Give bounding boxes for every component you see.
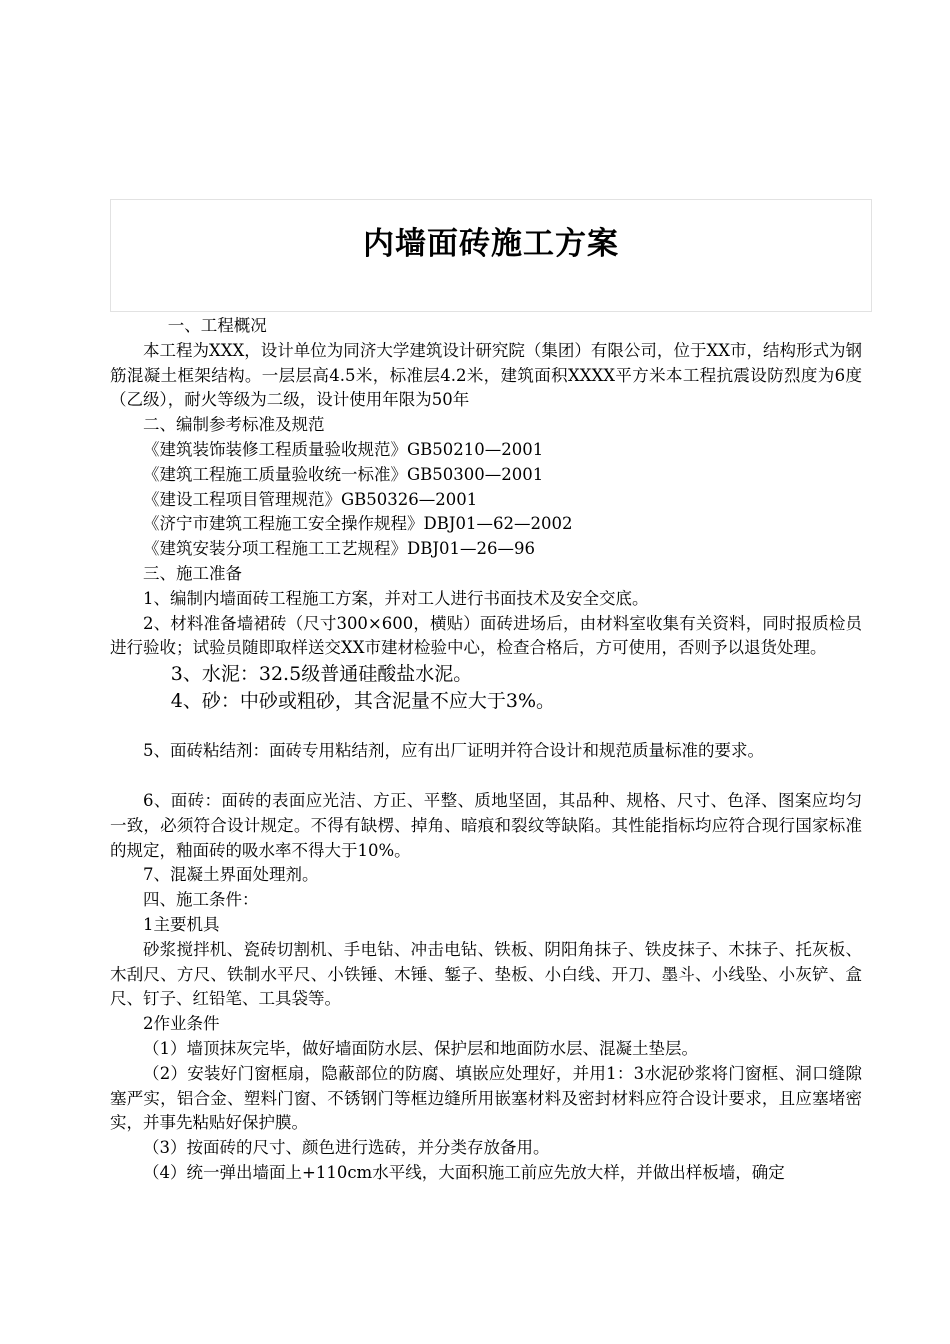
list-item: （4）统一弹出墙面上+110cm水平线，大面积施工前应先放大样，并做出样板墙，确定 [143,1162,785,1182]
list-item: 6、面砖：面砖的表面应光洁、方正、平整、质地坚固，其品种、规格、尺寸、色泽、图案应均匀一致，必须符合设计规定。不得有缺楞、掉角、暗痕和裂纹等缺陷。其性能指标均应符合现行国家标准的规定，釉面砖的吸水率不得大于10%。 [110,790,862,860]
list-item: （2）安装好门窗框扇，隐蔽部位的防腐、填嵌应处理好，并用1：3水泥砂浆将门窗框、洞口缝隙塞严实，铝合金、塑料门窗、不锈钢门等框边缝所用嵌塞材料及密封材料应符合设计要求，且应塞堵密实，并事先粘贴好保护膜。 [110,1063,862,1133]
section-heading: 一、工程概况 [167,316,267,335]
list-item: 5、面砖粘结剂：面砖专用粘结剂，应有出厂证明并符合设计和规范质量标准的要求。 [143,741,764,761]
document-body [110,314,862,1186]
section-heading: 四、施工条件： [143,890,259,910]
list-item: （1）墙顶抹灰完毕，做好墙面防水层、保护层和地面防水层、混凝土垫层。 [143,1038,698,1058]
list-item: 7、混凝土界面处理剂。 [143,865,319,885]
standard-item: 《建设工程项目管理规范》GB50326—2001 [143,489,478,509]
section-heading: 二、编制参考标准及规范 [143,415,325,435]
paragraph: 本工程为XXX，设计单位为同济大学建筑设计研究院（集团）有限公司，位于XX市，结构形式为钢筋混凝土框架结构。一层层高4.5米，标准层4.2米，建筑面积XXXX平方米本工程抗震设防烈度为6度（乙级），耐火等级为二级，设计使用年限为50年 [110,340,862,410]
list-item: 3、水泥：32.5级普通硅酸盐水泥。 [170,663,473,686]
standard-item: 《建筑工程施工质量验收统一标准》GB50300—2001 [143,464,544,484]
section-heading: 三、施工准备 [143,563,242,583]
standard-item: 《济宁市建筑工程施工安全操作规程》DBJ01—62—2002 [143,514,573,534]
list-item: 1、编制内墙面砖工程施工方案，并对工人进行书面技术及安全交底。 [143,588,649,608]
list-item: 2、材料准备墙裙砖（尺寸300×600，横贴）面砖进场后，由材料室收集有关资料，同时报质检员进行验收；试验员随即取样送交XX市建材检验中心，检查合格后，方可使用，否则予以退货处理。 [110,613,862,658]
subsection-heading: 2作业条件 [143,1014,220,1034]
list-item: （3）按面砖的尺寸、颜色进行选砖，并分类存放备用。 [143,1138,550,1158]
list-item: 4、砂：中砂或粗砂，其含泥量不应大于3%。 [170,690,556,713]
document-title: 内墙面砖施工方案 [363,226,619,262]
standard-item: 《建筑装饰装修工程质量验收规范》GB50210—2001 [143,439,544,459]
title-box [110,199,872,312]
paragraph: 砂浆搅拌机、瓷砖切割机、手电钻、冲击电钻、铁板、阴阳角抹子、铁皮抹子、木抹子、托灰板、木刮尺、方尺、铁制水平尺、小铁锤、木锤、錾子、垫板、小白线、开刀、墨斗、小线坠、小灰铲、盒尺、钉子、红铅笔、工具袋等。 [110,939,862,1009]
subsection-heading: 1主要机具 [143,914,220,934]
standard-item: 《建筑安装分项工程施工工艺规程》DBJ01—26—96 [143,539,535,559]
